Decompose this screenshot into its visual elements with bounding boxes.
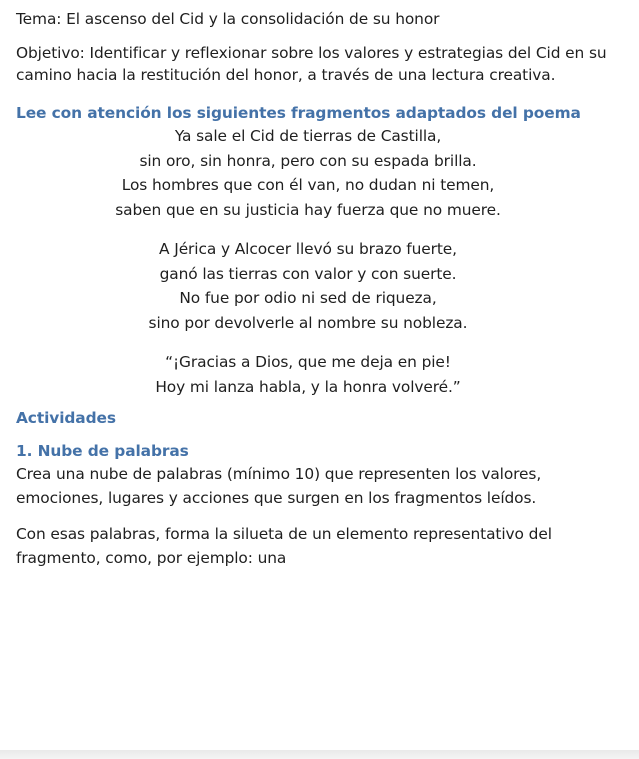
page-bottom-edge xyxy=(0,750,639,759)
instruction-heading: Lee con atención los siguientes fragmentos adaptados del poema xyxy=(16,104,581,122)
poem xyxy=(16,124,628,399)
document-content xyxy=(16,8,628,570)
poem-stanza-3 xyxy=(16,350,600,399)
topic-text: Tema: El ascenso del Cid y la consolidación de su honor xyxy=(16,10,440,28)
poem-verse: Ya sale el Cid de tierras de Castilla, xyxy=(174,127,442,145)
poem-verse: No fue por odio ni sed de riqueza, xyxy=(179,289,437,307)
activity-1-text-continued: Con esas palabras, forma la silueta de un elemento representativo del fragmento, como, por ejemplo: una xyxy=(16,525,552,567)
poem-verse: A Jérica y Alcocer llevó su brazo fuerte, xyxy=(159,240,457,258)
activity-1-text: Crea una nube de palabras (mínimo 10) que representen los valores, emociones, lugares y acciones que surgen en los fragmentos leídos. xyxy=(16,465,542,507)
paragraph-spacer xyxy=(16,510,628,522)
poem-stanza-1 xyxy=(16,124,600,222)
objective-text: Objetivo: Identificar y reflexionar sobre los valores y estrategias del Cid en su camino hacia la restitución del honor, a través de una lectura creativa. xyxy=(16,44,607,84)
poem-verse: saben que en su justicia hay fuerza que no muere. xyxy=(115,200,501,219)
activity-1-title: 1. Nube de palabras xyxy=(16,442,189,460)
poem-verse: “¡Gracias a Dios, que me deja en pie! xyxy=(165,353,451,371)
poem-verse: ganó las tierras con valor y con suerte. xyxy=(159,264,457,283)
activities-heading: Actividades xyxy=(16,409,116,427)
poem-verse: Los hombres que con él van, no dudan ni temen, xyxy=(121,176,495,194)
poem-stanza-2 xyxy=(16,237,600,335)
poem-verse: sin oro, sin honra, pero con su espada brilla. xyxy=(139,151,477,170)
poem-verse: sino por devolverle al nombre su nobleza. xyxy=(148,313,468,332)
poem-verse: Hoy mi lanza habla, y la honra volveré.” xyxy=(155,377,461,396)
